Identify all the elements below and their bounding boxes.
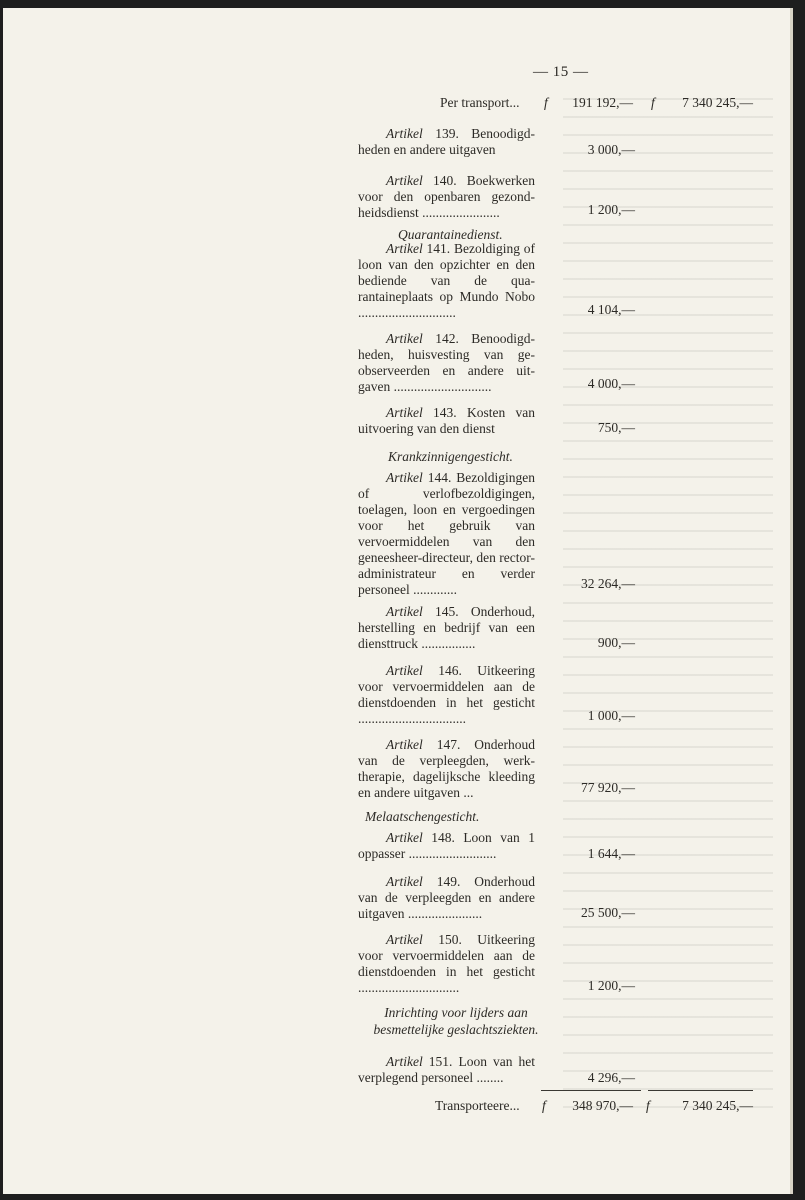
entry-title: Artikel — [386, 470, 423, 485]
entry-text: 149. Onderhoud van de verpleegden en andere uitgaven ...................... — [358, 874, 535, 921]
entry-text: 146. Uitkeering voor vervoermiddelen aan de dienstdoenden in het gesticht ................................ — [358, 663, 535, 726]
amount-145: 900,— — [597, 635, 635, 650]
entry-artikel-149 — [358, 874, 535, 922]
entry-title: Artikel — [386, 1054, 423, 1069]
entry-artikel-142 — [358, 331, 535, 395]
amount-139: 3 000,— — [587, 142, 635, 157]
entry-title: Artikel — [386, 241, 423, 256]
entry-text: 144. Bezoldigingen of verlofbezoldigingen, toelagen, loon en vergoedingen voor het gebruik van vervoermiddelen van den geneesheer-directeur, den rector-administrateur en verder personeel ............. — [358, 470, 535, 597]
entry-title: Artikel — [386, 874, 423, 889]
header-currency-1: f — [544, 95, 548, 110]
amount-144: 32 264,— — [581, 576, 635, 591]
heading-melaatschen: Melaatschengesticht. — [365, 809, 480, 824]
amount-141: 4 104,— — [587, 302, 635, 317]
header-label: Per transport... — [440, 95, 520, 110]
entry-artikel-150 — [358, 932, 535, 996]
total-rule-2 — [648, 1090, 753, 1091]
header-col2-amount: 7 340 245,— — [682, 95, 753, 110]
amount-142: 4 000,— — [587, 376, 635, 391]
entry-artikel-146 — [358, 663, 535, 727]
amount-151: 4 296,— — [587, 1070, 635, 1085]
page-edge — [790, 8, 793, 1194]
entry-artikel-144 — [358, 470, 535, 598]
entry-title: Artikel — [386, 663, 423, 678]
amount-140: 1 200,— — [587, 202, 635, 217]
total-rule-1 — [541, 1090, 641, 1091]
entry-text: 139. Benoodigdheden en andere uitgaven — [358, 126, 535, 157]
entry-title: Artikel — [386, 737, 423, 752]
footer-col1-amount: 348 970,— — [572, 1098, 633, 1113]
show-through-shadow — [563, 98, 773, 1118]
entry-title: Artikel — [386, 173, 423, 188]
amount-148: 1 644,— — [587, 846, 635, 861]
entry-text: 141. Bezoldiging of loon van den opzichter en den bediende van de quarantaineplaats op Mundo Nobo ............................. — [358, 241, 535, 320]
entry-title: Artikel — [386, 331, 423, 346]
entry-text: 150. Uitkeering voor vervoermiddelen aan de dienstdoenden in het gesticht .............................. — [358, 932, 535, 995]
entry-text: 151. Loon van het verplegend personeel ........ — [358, 1054, 535, 1085]
entry-artikel-140 — [358, 173, 535, 221]
entry-title: Artikel — [386, 830, 423, 845]
entry-artikel-145 — [358, 604, 535, 652]
entry-artikel-148 — [358, 830, 535, 862]
page-number: — 15 — — [533, 64, 589, 80]
entry-artikel-147 — [358, 737, 535, 801]
amount-143: 750,— — [597, 420, 635, 435]
amount-146: 1 000,— — [587, 708, 635, 723]
entry-text: 142. Benoodigdheden, huisvesting van geobserveerden en andere uitgaven ............................. — [358, 331, 535, 394]
footer-label: Transporteere... — [435, 1098, 520, 1113]
heading-inrichting: Inrichting voor lijders aan besmettelijke geslachtsziekten. — [373, 1005, 539, 1037]
entry-artikel-139 — [358, 126, 535, 158]
entry-text: 148. Loon van 1 oppasser .......................... — [358, 830, 535, 861]
footer-col2-amount: 7 340 245,— — [682, 1098, 753, 1113]
header-col1-amount: 191 192,— — [572, 95, 633, 110]
entry-title: Artikel — [386, 932, 423, 947]
entry-artikel-141 — [358, 241, 535, 321]
entry-title: Artikel — [386, 604, 423, 619]
heading-quarantaine: Quarantainedienst. — [398, 227, 503, 242]
heading-krankzinnigen: Krankzinnigengesticht. — [388, 449, 513, 464]
entry-text: 145. Onderhoud, herstelling en bedrijf van een diensttruck ................ — [358, 604, 535, 651]
entry-artikel-151 — [358, 1054, 535, 1086]
entry-artikel-143 — [358, 405, 535, 437]
footer-currency-2: f — [646, 1098, 650, 1113]
footer-currency-1: f — [542, 1098, 546, 1113]
amount-147: 77 920,— — [581, 780, 635, 795]
entry-title: Artikel — [386, 405, 423, 420]
entry-text: 140. Boekwerken voor den openbaren gezondheidsdienst ....................... — [358, 173, 535, 220]
entry-title: Artikel — [386, 126, 423, 141]
entry-text: 147. Onderhoud van de verpleegden, werktherapie, dagelijksche kleeding en andere uitgaven ... — [358, 737, 535, 800]
header-currency-2: f — [651, 95, 655, 110]
document-page — [3, 8, 793, 1194]
entry-text: 143. Kosten van uitvoering van den dienst — [358, 405, 535, 436]
amount-150: 1 200,— — [587, 978, 635, 993]
amount-149: 25 500,— — [581, 905, 635, 920]
